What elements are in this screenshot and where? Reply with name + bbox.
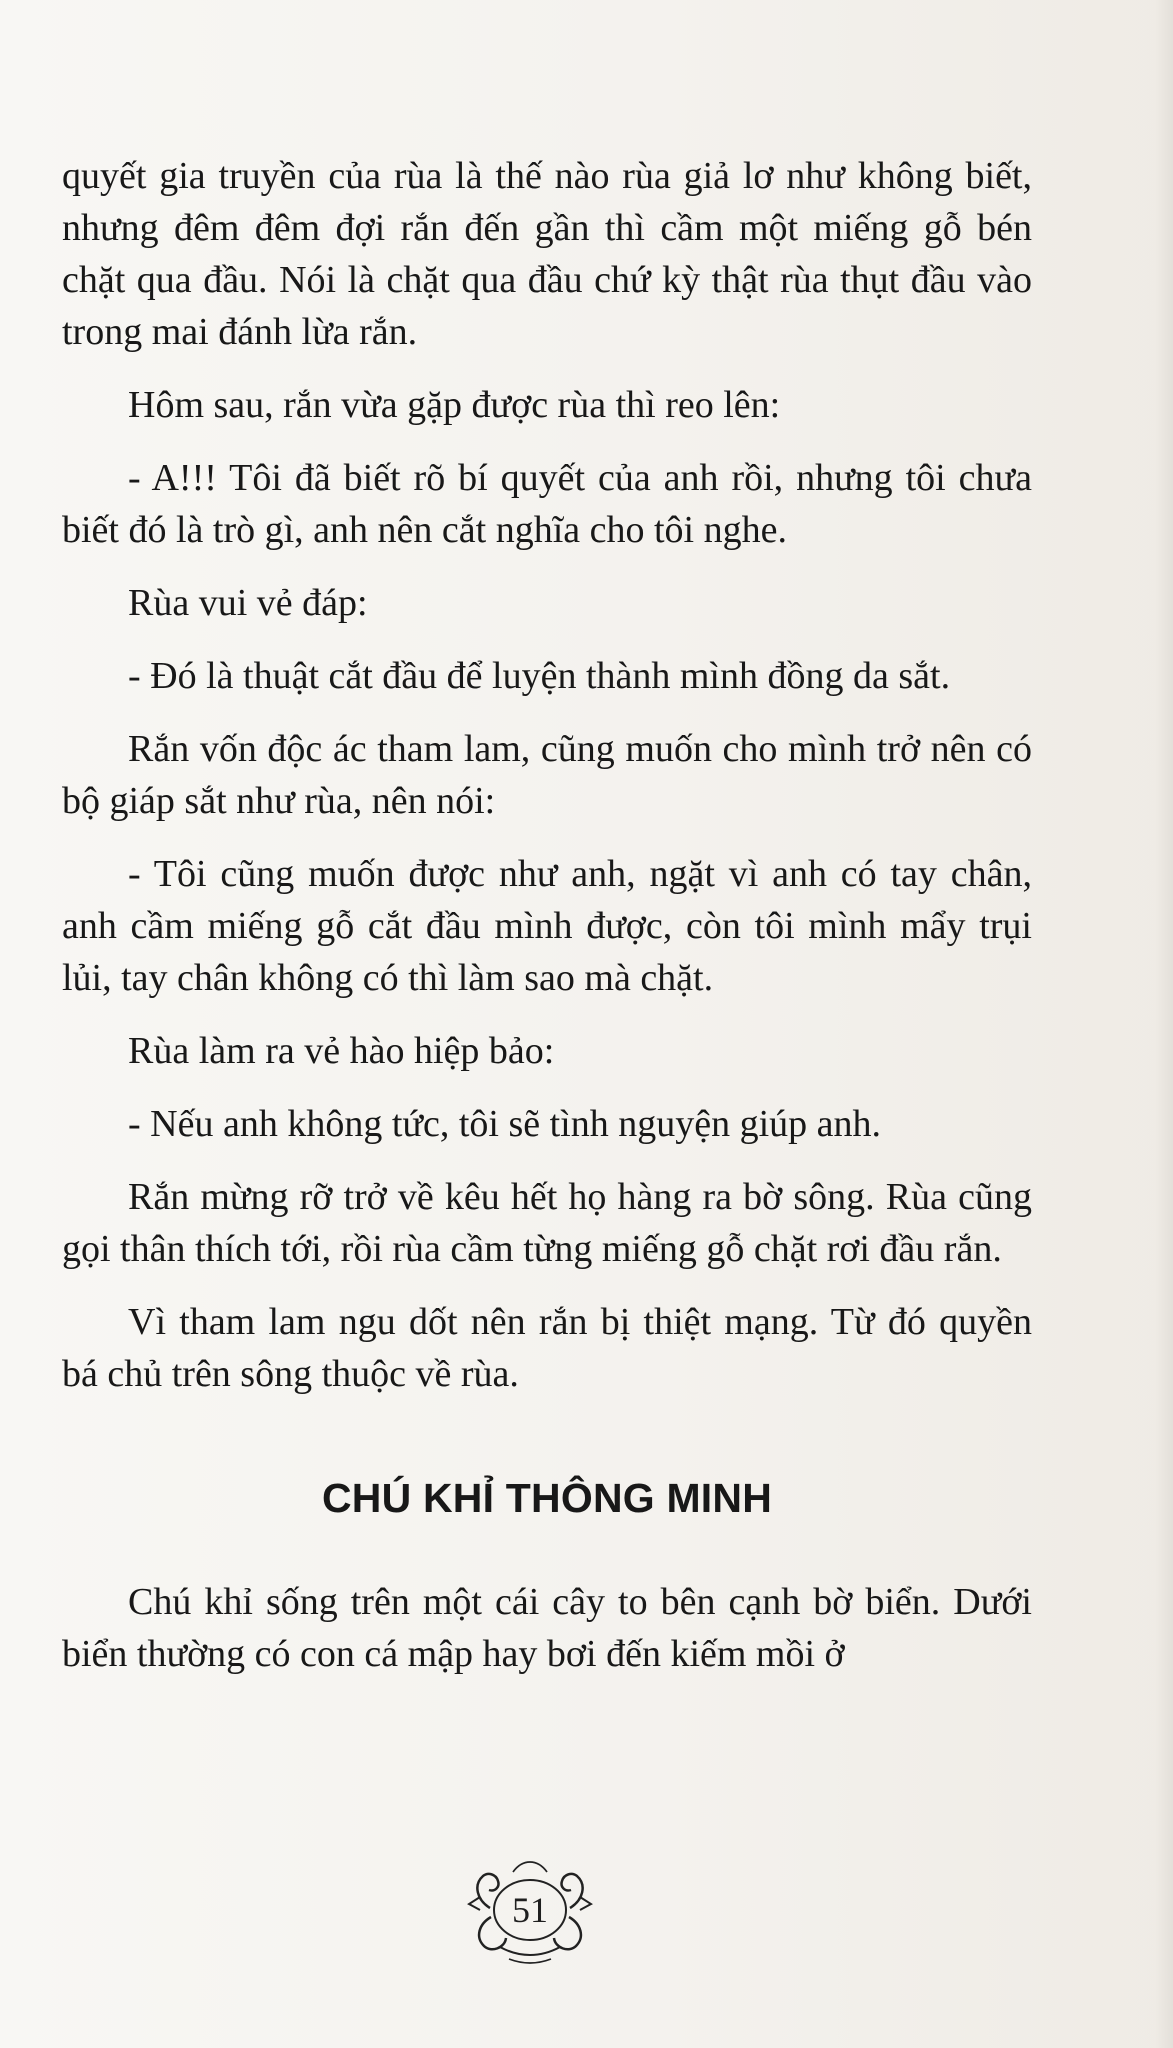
story-paragraph-9: - Nếu anh không tức, tôi sẽ tình nguyện giúp anh. [128, 1103, 882, 1145]
story-paragraph-2: Hôm sau, rắn vừa gặp được rùa thì reo lên: [128, 384, 781, 426]
story-paragraph-1: quyết gia truyền của rùa là thế nào rùa giả lơ như không biết, nhưng đêm đêm đợi rắn đến gần thì cầm một miếng gỗ bén chặt qua đầu. Nói là chặt qua đầu chứ kỳ thật rùa thụt đầu vào trong mai đánh lừa rắn. [62, 155, 1032, 353]
story-paragraph-8: Rùa làm ra vẻ hào hiệp bảo: [128, 1030, 555, 1072]
page-number-ornament [455, 1852, 605, 1972]
story-paragraph-10: Rắn mừng rỡ trở về kêu hết họ hàng ra bờ sông. Rùa cũng gọi thân thích tới, rồi rùa cầm từng miếng gỗ chặt rơi đầu rắn. [62, 1176, 1032, 1270]
next-story-paragraph: Chú khỉ sống trên một cái cây to bên cạnh bờ biển. Dưới biển thường có con cá mập hay bơi đến kiếm mồi ở [62, 1581, 1032, 1675]
page-number: 51 [512, 1890, 548, 1930]
story-paragraph-3: - A!!! Tôi đã biết rõ bí quyết của anh rồi, nhưng tôi chưa biết đó là trò gì, anh nên cắt nghĩa cho tôi nghe. [62, 457, 1032, 551]
story-title: CHÚ KHỈ THÔNG MINH [321, 1475, 772, 1521]
story-paragraph-4: Rùa vui vẻ đáp: [128, 582, 368, 624]
story-paragraph-7: - Tôi cũng muốn được như anh, ngặt vì anh có tay chân, anh cầm miếng gỗ cắt đầu mình được, còn tôi mình mẩy trụi lủi, tay chân không có thì làm sao mà chặt. [62, 853, 1032, 999]
story-paragraph-5: - Đó là thuật cắt đầu để luyện thành mình đồng da sắt. [128, 655, 951, 697]
story-paragraph-11: Vì tham lam ngu dốt nên rắn bị thiệt mạng. Từ đó quyền bá chủ trên sông thuộc về rùa. [62, 1301, 1032, 1395]
story-paragraph-6: Rắn vốn độc ác tham lam, cũng muốn cho mình trở nên có bộ giáp sắt như rùa, nên nói: [62, 728, 1032, 822]
page-content [62, 150, 1032, 1701]
